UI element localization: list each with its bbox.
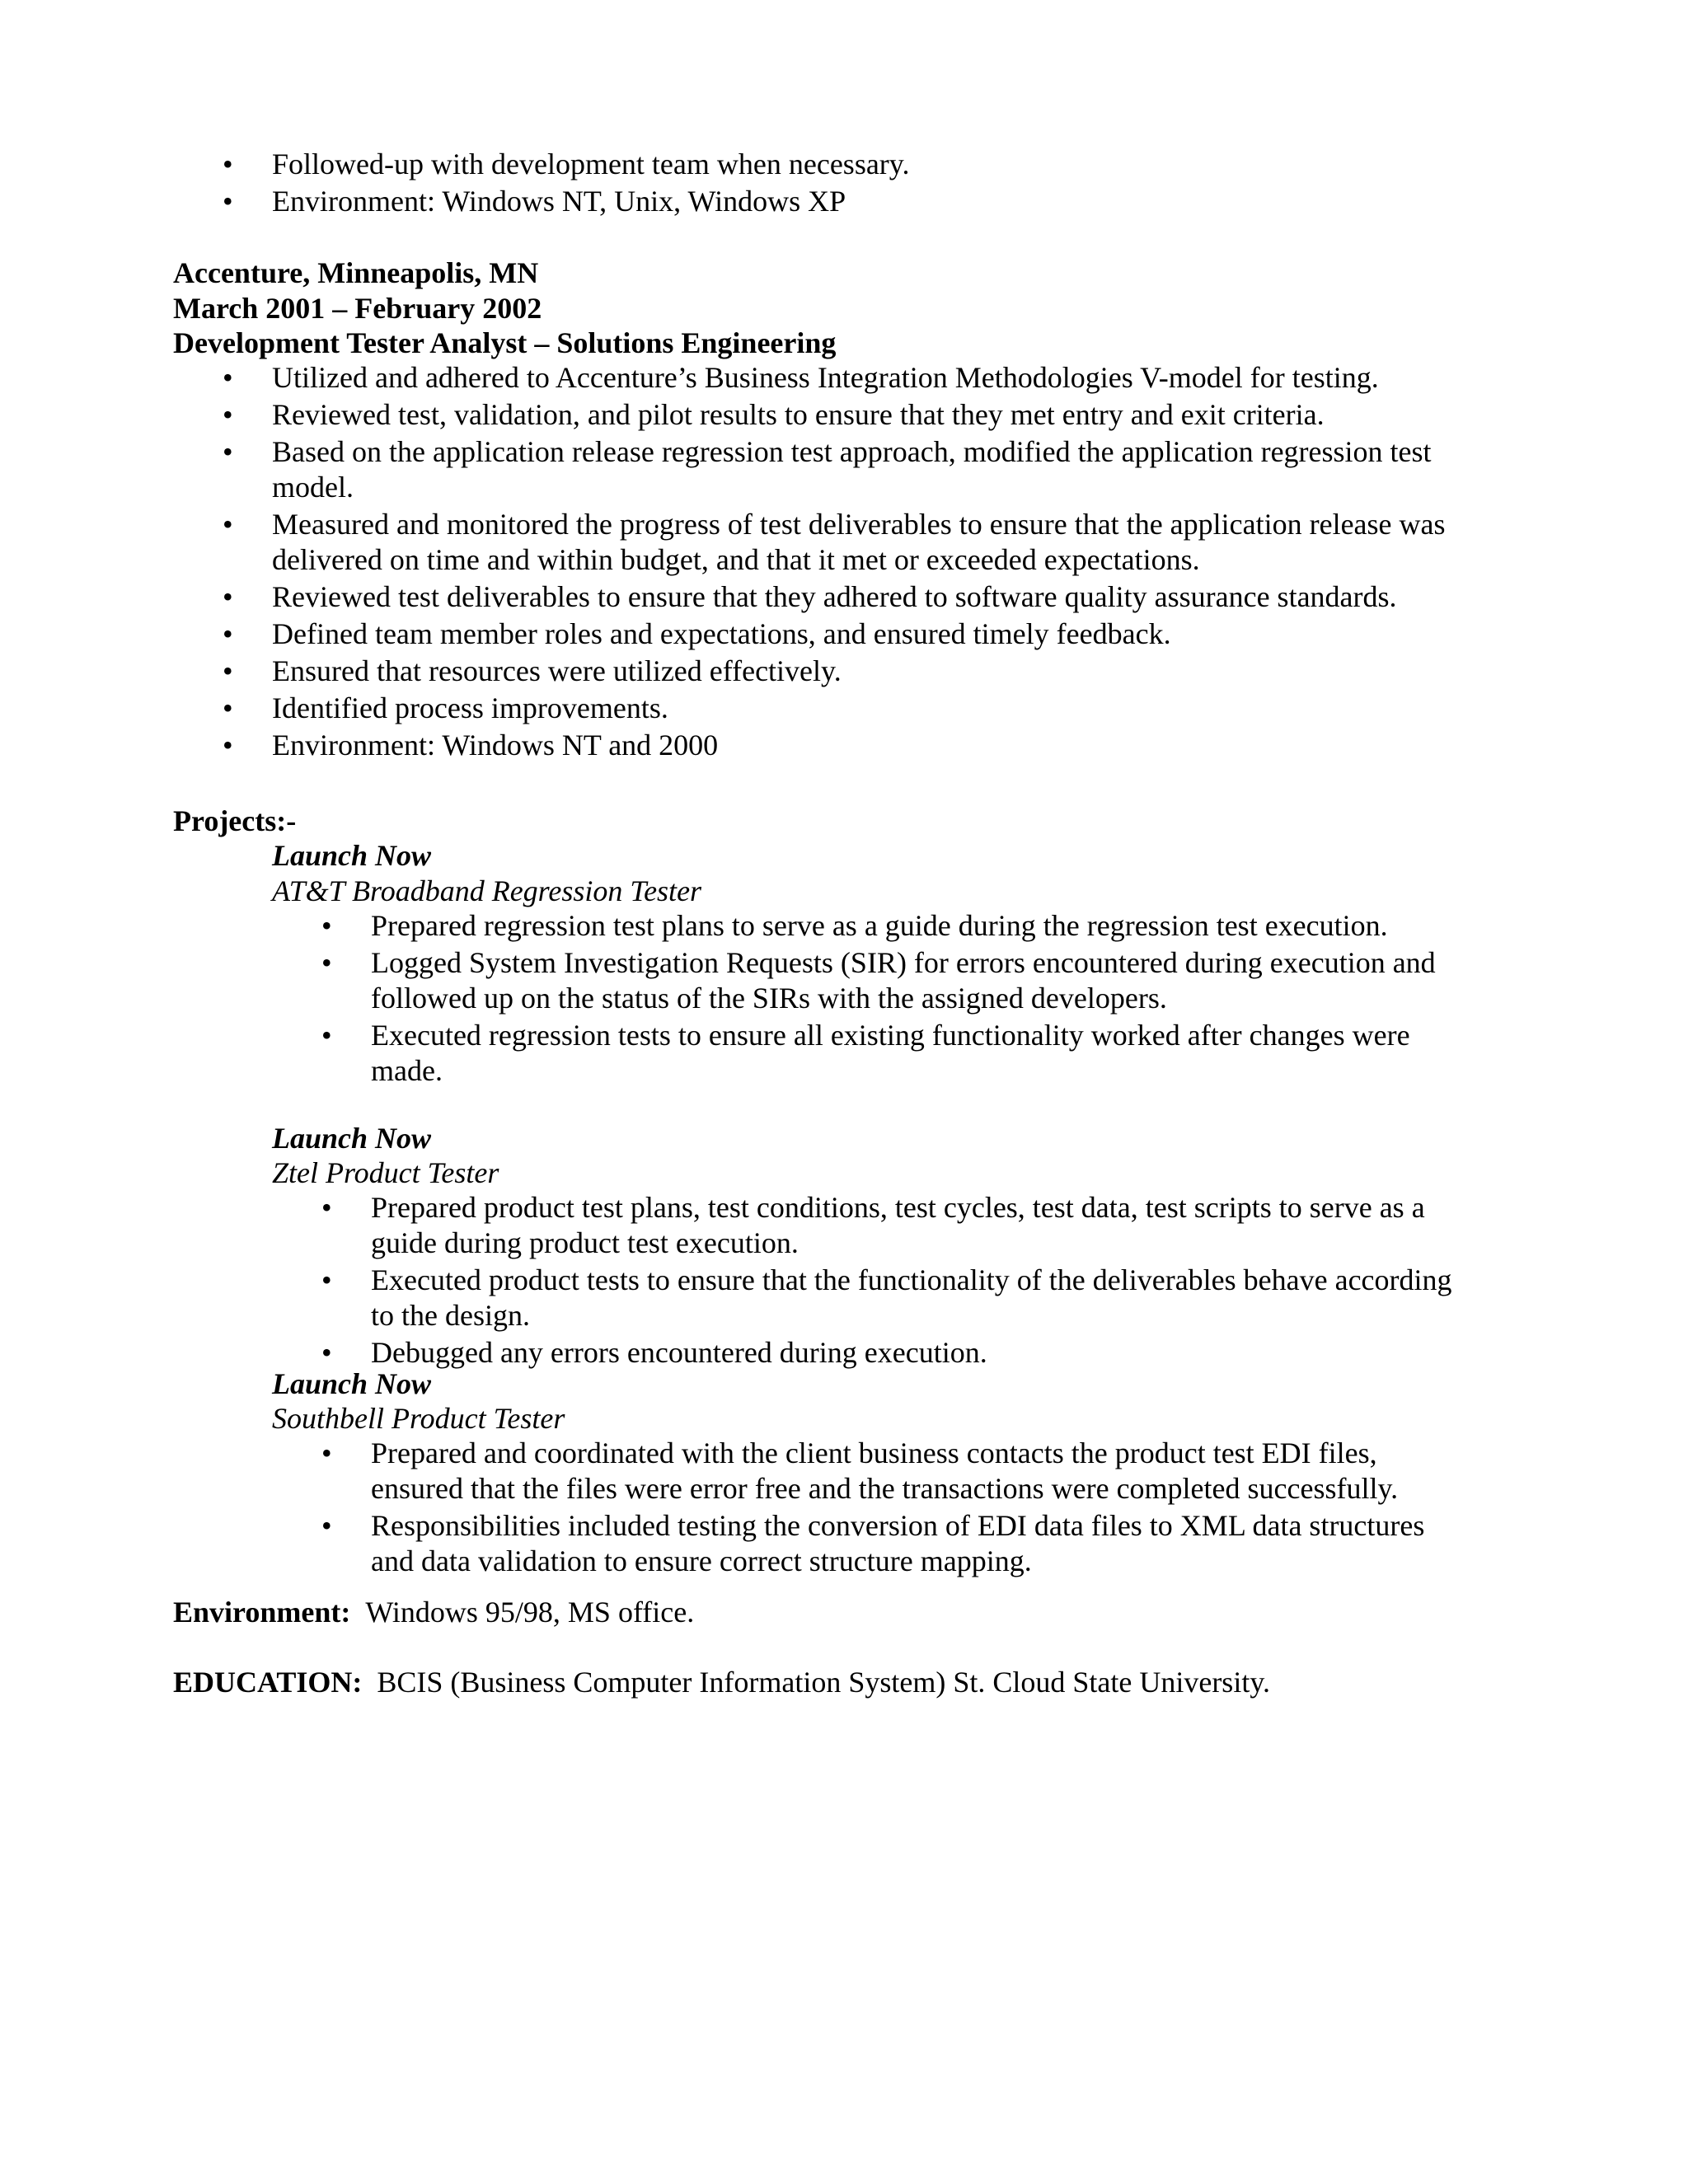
- accenture-bullet-list: [173, 360, 1459, 763]
- education-value: BCIS (Business Computer Information System) St. Cloud State University.: [377, 1666, 1270, 1699]
- bullet-icon: [272, 1263, 371, 1298]
- employment-dates: March 2001 – February 2002: [173, 292, 542, 325]
- bullet-text: Environment: Windows NT, Unix, Windows XP: [272, 185, 846, 218]
- project-role: AT&T Broadband Regression Tester: [272, 874, 702, 907]
- bullet-text: Responsibilities included testing the conversion of EDI data files to XML data structures and data validation to ensure correct structure mapping.: [371, 1509, 1425, 1577]
- project-name: Launch Now: [272, 1367, 432, 1400]
- bullet-text: Measured and monitored the progress of test deliverables to ensure that the application release was delivered on time and within budget, and that it met or exceeded expectations.: [272, 508, 1446, 576]
- project-role: Ztel Product Tester: [272, 1156, 499, 1189]
- list-item: [272, 1436, 1459, 1507]
- list-item: [173, 579, 1459, 615]
- bullet-icon: [173, 728, 272, 763]
- bullet-text: Environment: Windows NT and 2000: [272, 729, 719, 762]
- bullet-icon: [173, 616, 272, 652]
- list-item: [272, 1335, 1459, 1371]
- projects-heading: Projects:-: [173, 804, 297, 837]
- bullet-text: Prepared regression test plans to serve as a guide during the regression test execution.: [371, 909, 1388, 942]
- project-bullet-list: [272, 908, 1459, 1089]
- bullet-icon: [272, 1436, 371, 1471]
- education-line: [173, 1665, 1270, 1700]
- bullet-icon: [173, 691, 272, 726]
- list-item: [272, 1508, 1459, 1579]
- list-item: [272, 1263, 1459, 1333]
- bullet-text: Identified process improvements.: [272, 691, 668, 724]
- bullet-text: Executed product tests to ensure that the functionality of the deliverables behave according to the design.: [371, 1263, 1452, 1332]
- list-item: [272, 1190, 1459, 1261]
- project-name: Launch Now: [272, 1122, 432, 1155]
- list-item: [173, 397, 1459, 433]
- bullet-icon: [173, 360, 272, 396]
- project-bullet-list: [272, 1436, 1459, 1579]
- bullet-text: Defined team member roles and expectations, and ensured timely feedback.: [272, 617, 1171, 650]
- bullet-icon: [272, 908, 371, 944]
- bullet-icon: [173, 654, 272, 689]
- bullet-text: Followed-up with development team when necessary.: [272, 148, 910, 180]
- bullet-text: Executed regression tests to ensure all existing functionality worked after changes were made.: [371, 1019, 1410, 1087]
- bullet-icon: [272, 1018, 371, 1053]
- bullet-icon: [173, 507, 272, 542]
- list-item: [173, 728, 1459, 763]
- bullet-icon: [173, 434, 272, 470]
- bullet-icon: [272, 945, 371, 981]
- project-bullet-list: [272, 1190, 1459, 1371]
- bullet-text: Prepared product test plans, test conditions, test cycles, test data, test scripts to serve as a guide during product test execution.: [371, 1191, 1425, 1259]
- list-item: [173, 360, 1459, 396]
- project-role: Southbell Product Tester: [272, 1402, 565, 1435]
- bullet-text: Utilized and adhered to Accenture’s Business Integration Methodologies V-model for testing.: [272, 361, 1379, 394]
- job-title: Development Tester Analyst – Solutions Engineering: [173, 326, 837, 359]
- list-item: [272, 908, 1459, 944]
- bullet-text: Prepared and coordinated with the client business contacts the product test EDI files, ensured that the files were error free and the transactions were completed successfully.: [371, 1436, 1399, 1505]
- list-item: [272, 945, 1459, 1016]
- bullet-text: Debugged any errors encountered during execution.: [371, 1336, 987, 1369]
- list-item: [173, 616, 1459, 652]
- bullet-text: Logged System Investigation Requests (SIR) for errors encountered during execution and followed up on the status of the SIRs with the assigned developers.: [371, 946, 1436, 1015]
- bullet-icon: [272, 1335, 371, 1371]
- list-item: [272, 1018, 1459, 1089]
- bullet-text: Reviewed test, validation, and pilot results to ensure that they met entry and exit criteria.: [272, 398, 1325, 431]
- list-item: [173, 691, 1459, 726]
- bullet-icon: [173, 184, 272, 219]
- environment-value: Windows 95/98, MS office.: [365, 1596, 695, 1629]
- list-item: [173, 507, 1459, 578]
- environment-line: [173, 1595, 694, 1630]
- company-heading: Accenture, Minneapolis, MN: [173, 256, 539, 289]
- list-item: [173, 434, 1459, 505]
- bullet-icon: [272, 1190, 371, 1226]
- list-item: [173, 654, 1459, 689]
- top-bullet-list: [173, 147, 1459, 219]
- bullet-icon: [173, 397, 272, 433]
- environment-label: Environment:: [173, 1596, 351, 1629]
- project-name: Launch Now: [272, 839, 432, 872]
- list-item: [173, 147, 1459, 182]
- list-item: [173, 184, 1459, 219]
- bullet-text: Based on the application release regression test approach, modified the application regression test model.: [272, 435, 1432, 504]
- bullet-text: Ensured that resources were utilized effectively.: [272, 654, 842, 687]
- education-label: EDUCATION:: [173, 1666, 363, 1699]
- bullet-icon: [173, 579, 272, 615]
- bullet-icon: [173, 147, 272, 182]
- bullet-text: Reviewed test deliverables to ensure that they adhered to software quality assurance standards.: [272, 580, 1397, 613]
- bullet-icon: [272, 1508, 371, 1544]
